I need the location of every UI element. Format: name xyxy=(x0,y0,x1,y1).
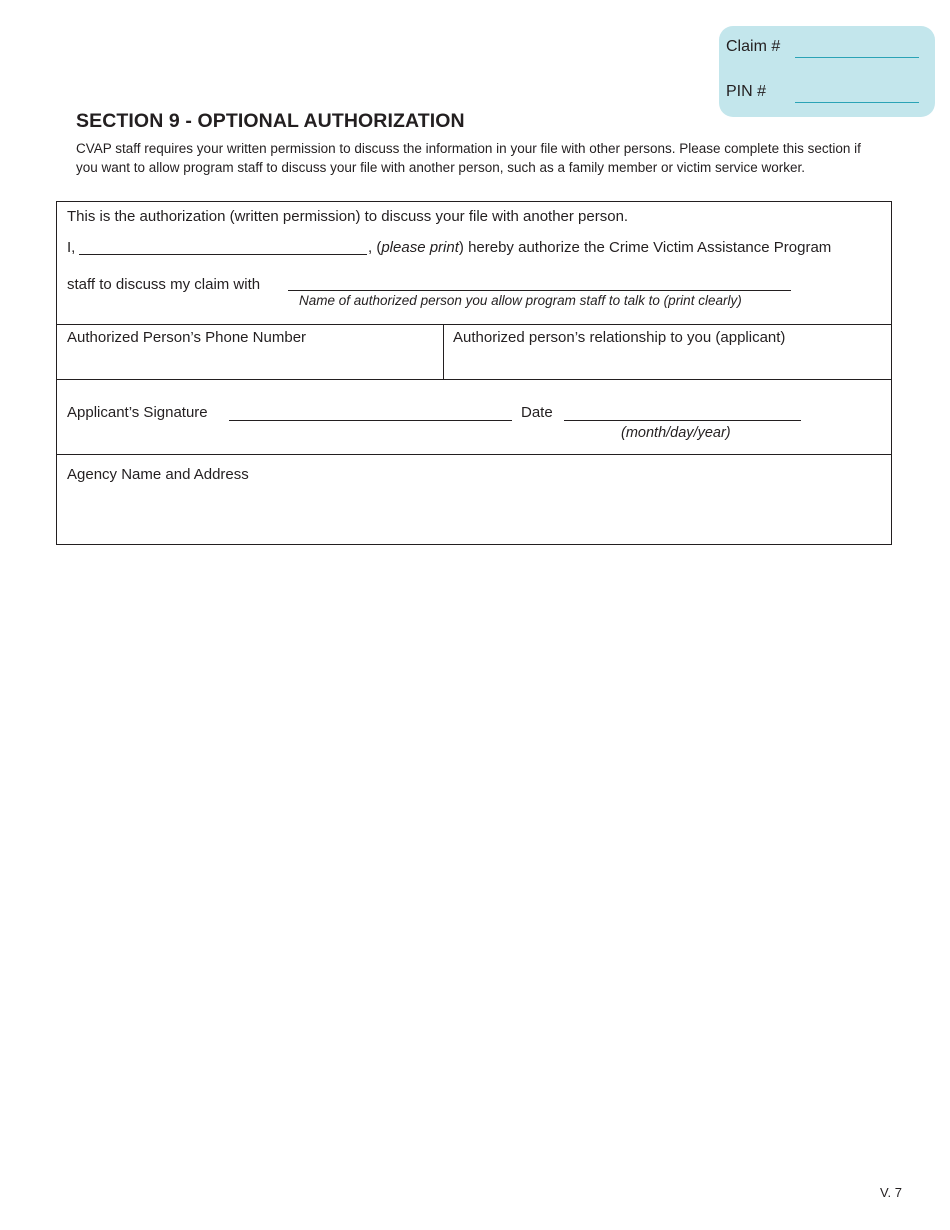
date-underline xyxy=(564,420,801,421)
please-print-note: please print xyxy=(381,239,459,256)
claim-number-underline xyxy=(795,57,919,58)
row-divider-1 xyxy=(57,324,891,325)
row-divider-3 xyxy=(57,454,891,455)
authorized-person-underline xyxy=(288,290,791,291)
authorization-statement: This is the authorization (written permission) to discuss your file with another person. xyxy=(67,208,629,225)
authorization-form xyxy=(56,201,892,545)
pin-number-underline xyxy=(795,102,919,103)
date-format-caption: (month/day/year) xyxy=(621,425,731,441)
row-divider-2 xyxy=(57,379,891,380)
pin-number-label: PIN # xyxy=(726,83,767,100)
claim-number-label: Claim # xyxy=(726,38,781,55)
section-title: SECTION 9 - OPTIONAL AUTHORIZATION xyxy=(76,110,465,132)
authorized-person-caption: Name of authorized person you allow program staff to talk to (print clearly) xyxy=(299,293,742,308)
applicant-name-underline xyxy=(79,254,367,255)
phone-number-label: Authorized Person’s Phone Number xyxy=(67,329,307,346)
i-prefix: I, xyxy=(67,239,76,256)
relationship-label: Authorized person’s relationship to you (applicant) xyxy=(453,329,786,346)
staff-discuss-text: staff to discuss my claim with xyxy=(67,276,261,293)
date-label: Date xyxy=(521,404,553,421)
version-label: V. 7 xyxy=(880,1185,902,1200)
section-intro: CVAP staff requires your written permission to discuss the information in your file with other persons. Please complete this section if you want to allow program staff to discuss your file with another person, such as a family member or victim service worker. xyxy=(76,141,861,175)
agency-label: Agency Name and Address xyxy=(67,466,249,483)
authorize-sentence xyxy=(368,239,831,256)
signature-label: Applicant’s Signature xyxy=(67,404,208,421)
signature-line[interactable] xyxy=(229,420,512,421)
column-divider xyxy=(443,324,444,379)
authorize-text: ) hereby authorize the Crime Victim Assistance Program xyxy=(458,239,832,256)
please-print-prefix: , ( xyxy=(368,239,382,256)
claim-pin-box xyxy=(719,26,935,117)
